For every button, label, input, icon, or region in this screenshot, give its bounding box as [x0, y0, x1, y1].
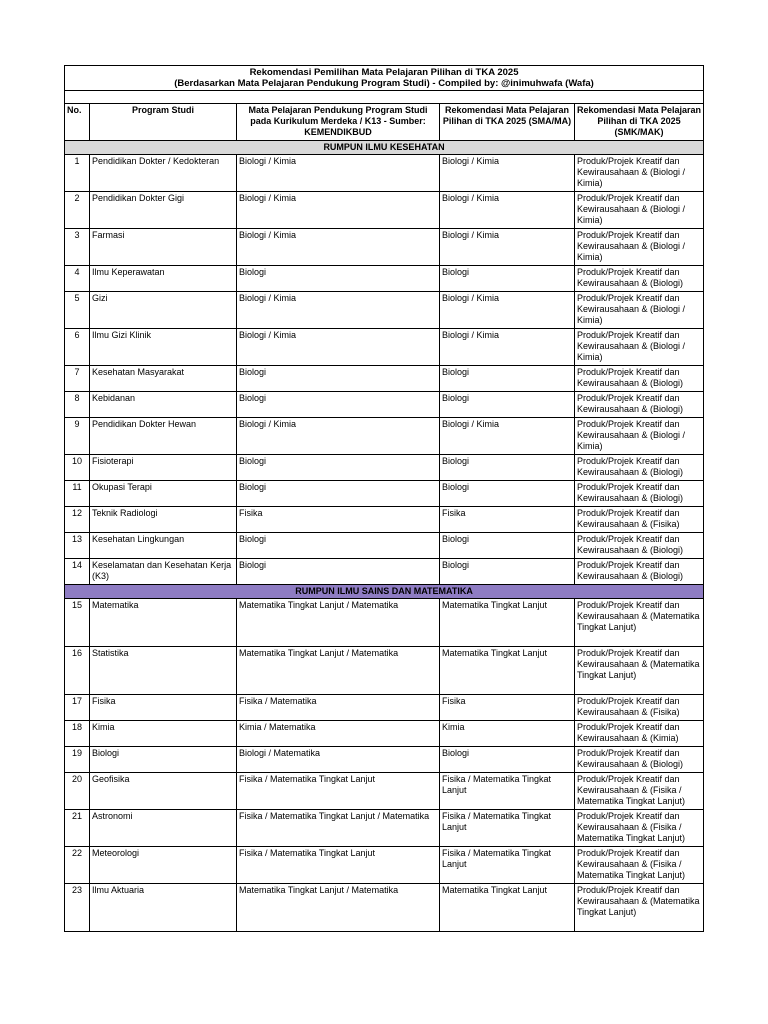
cell-pendukung: Biologi [237, 533, 440, 559]
cell-smk: Produk/Projek Kreatif dan Kewirausahaan & (Biologi) [575, 559, 704, 585]
cell-program: Gizi [90, 292, 237, 329]
cell-smk: Produk/Projek Kreatif dan Kewirausahaan & (Biologi / Kimia) [575, 418, 704, 455]
table-row [65, 773, 704, 810]
table-row [65, 533, 704, 559]
title-row [65, 66, 704, 91]
cell-smk: Produk/Projek Kreatif dan Kewirausahaan & (Biologi / Kimia) [575, 155, 704, 192]
cell-no: 3 [65, 229, 90, 266]
cell-no: 7 [65, 366, 90, 392]
cell-no: 13 [65, 533, 90, 559]
table-row [65, 695, 704, 721]
cell-program: Okupasi Terapi [90, 481, 237, 507]
cell-pendukung: Fisika / Matematika [237, 695, 440, 721]
cell-sma: Biologi [440, 392, 575, 418]
cell-smk: Produk/Projek Kreatif dan Kewirausahaan & (Fisika / Matematika Tingkat Lanjut) [575, 810, 704, 847]
cell-pendukung: Biologi [237, 266, 440, 292]
cell-sma: Biologi / Kimia [440, 292, 575, 329]
table-row [65, 229, 704, 266]
cell-program: Teknik Radiologi [90, 507, 237, 533]
cell-program: Geofisika [90, 773, 237, 810]
header-smk: Rekomendasi Mata Pelajaran Pilihan di TKA 2025 (SMK/MAK) [575, 104, 704, 141]
cell-sma: Biologi / Kimia [440, 329, 575, 366]
cell-pendukung: Biologi / Kimia [237, 292, 440, 329]
cell-sma: Biologi [440, 747, 575, 773]
title-line-1: Rekomendasi Pemilihan Mata Pelajaran Pilihan di TKA 2025 [249, 67, 519, 78]
cell-smk: Produk/Projek Kreatif dan Kewirausahaan & (Biologi / Kimia) [575, 292, 704, 329]
header-pendukung: Mata Pelajaran Pendukung Program Studi pada Kurikulum Merdeka / K13 - Sumber: KEMENDIKBUD [237, 104, 440, 141]
table-row [65, 884, 704, 932]
cell-sma: Biologi [440, 533, 575, 559]
cell-program: Statistika [90, 647, 237, 695]
table-row [65, 559, 704, 585]
section-header [65, 585, 704, 599]
cell-pendukung: Fisika / Matematika Tingkat Lanjut [237, 773, 440, 810]
cell-smk: Produk/Projek Kreatif dan Kewirausahaan & (Biologi) [575, 455, 704, 481]
table-row [65, 847, 704, 884]
cell-sma: Fisika [440, 507, 575, 533]
cell-sma: Fisika / Matematika Tingkat Lanjut [440, 847, 575, 884]
cell-sma: Biologi / Kimia [440, 155, 575, 192]
cell-no: 16 [65, 647, 90, 695]
section-header [65, 141, 704, 155]
cell-smk: Produk/Projek Kreatif dan Kewirausahaan & (Biologi) [575, 366, 704, 392]
cell-no: 1 [65, 155, 90, 192]
cell-pendukung: Biologi / Kimia [237, 229, 440, 266]
cell-program: Fisioterapi [90, 455, 237, 481]
cell-smk: Produk/Projek Kreatif dan Kewirausahaan & (Biologi / Kimia) [575, 329, 704, 366]
cell-program: Astronomi [90, 810, 237, 847]
cell-pendukung: Biologi [237, 366, 440, 392]
title-line-2: (Berdasarkan Mata Pelajaran Pendukung Program Studi) - Compiled by: @inimuhwafa (Wafa) [174, 78, 594, 89]
cell-no: 5 [65, 292, 90, 329]
table-row [65, 599, 704, 647]
table-row [65, 507, 704, 533]
cell-pendukung: Biologi [237, 392, 440, 418]
cell-smk: Produk/Projek Kreatif dan Kewirausahaan & (Biologi / Kimia) [575, 229, 704, 266]
cell-program: Pendidikan Dokter Hewan [90, 418, 237, 455]
table-row [65, 481, 704, 507]
cell-no: 17 [65, 695, 90, 721]
cell-smk: Produk/Projek Kreatif dan Kewirausahaan & (Matematika Tingkat Lanjut) [575, 599, 704, 647]
cell-smk: Produk/Projek Kreatif dan Kewirausahaan & (Matematika Tingkat Lanjut) [575, 647, 704, 695]
cell-sma: Matematika Tingkat Lanjut [440, 647, 575, 695]
cell-sma: Fisika [440, 695, 575, 721]
cell-smk: Produk/Projek Kreatif dan Kewirausahaan & (Biologi / Kimia) [575, 192, 704, 229]
table-row [65, 192, 704, 229]
cell-pendukung: Biologi / Kimia [237, 155, 440, 192]
table-row [65, 810, 704, 847]
cell-no: 14 [65, 559, 90, 585]
cell-smk: Produk/Projek Kreatif dan Kewirausahaan & (Biologi) [575, 266, 704, 292]
cell-no: 8 [65, 392, 90, 418]
cell-program: Meteorologi [90, 847, 237, 884]
cell-program: Ilmu Gizi Klinik [90, 329, 237, 366]
table-row [65, 292, 704, 329]
table-row [65, 392, 704, 418]
cell-pendukung: Biologi / Kimia [237, 192, 440, 229]
cell-pendukung: Matematika Tingkat Lanjut / Matematika [237, 647, 440, 695]
cell-no: 12 [65, 507, 90, 533]
header-sma: Rekomendasi Mata Pelajaran Pilihan di TKA 2025 (SMA/MA) [440, 104, 575, 141]
table-row [65, 266, 704, 292]
cell-no: 23 [65, 884, 90, 932]
cell-program: Kebidanan [90, 392, 237, 418]
cell-program: Biologi [90, 747, 237, 773]
spacer-row [65, 91, 704, 104]
table-row [65, 647, 704, 695]
section-title: RUMPUN ILMU KESEHATAN [65, 141, 704, 155]
cell-no: 19 [65, 747, 90, 773]
cell-no: 10 [65, 455, 90, 481]
cell-pendukung: Fisika / Matematika Tingkat Lanjut / Matematika [237, 810, 440, 847]
cell-program: Ilmu Aktuaria [90, 884, 237, 932]
cell-no: 6 [65, 329, 90, 366]
cell-program: Kesehatan Lingkungan [90, 533, 237, 559]
cell-program: Pendidikan Dokter Gigi [90, 192, 237, 229]
cell-smk: Produk/Projek Kreatif dan Kewirausahaan & (Biologi) [575, 747, 704, 773]
cell-pendukung: Biologi / Kimia [237, 329, 440, 366]
cell-program: Keselamatan dan Kesehatan Kerja (K3) [90, 559, 237, 585]
header-row [65, 104, 704, 141]
cell-smk: Produk/Projek Kreatif dan Kewirausahaan & (Kimia) [575, 721, 704, 747]
cell-smk: Produk/Projek Kreatif dan Kewirausahaan & (Matematika Tingkat Lanjut) [575, 884, 704, 932]
table-row [65, 418, 704, 455]
cell-sma: Biologi [440, 366, 575, 392]
section-title: RUMPUN ILMU SAINS DAN MATEMATIKA [65, 585, 704, 599]
cell-sma: Biologi / Kimia [440, 192, 575, 229]
cell-program: Ilmu Keperawatan [90, 266, 237, 292]
cell-sma: Fisika / Matematika Tingkat Lanjut [440, 773, 575, 810]
header-program: Program Studi [90, 104, 237, 141]
cell-sma: Kimia [440, 721, 575, 747]
cell-no: 11 [65, 481, 90, 507]
cell-sma: Biologi [440, 455, 575, 481]
cell-pendukung: Fisika [237, 507, 440, 533]
cell-no: 9 [65, 418, 90, 455]
cell-pendukung: Biologi / Matematika [237, 747, 440, 773]
cell-sma: Biologi / Kimia [440, 229, 575, 266]
cell-no: 4 [65, 266, 90, 292]
cell-smk: Produk/Projek Kreatif dan Kewirausahaan & (Biologi) [575, 481, 704, 507]
cell-sma: Biologi / Kimia [440, 418, 575, 455]
cell-pendukung: Matematika Tingkat Lanjut / Matematika [237, 599, 440, 647]
cell-pendukung: Fisika / Matematika Tingkat Lanjut [237, 847, 440, 884]
cell-sma: Matematika Tingkat Lanjut [440, 599, 575, 647]
cell-no: 22 [65, 847, 90, 884]
table-row [65, 155, 704, 192]
cell-program: Kimia [90, 721, 237, 747]
cell-pendukung: Kimia / Matematika [237, 721, 440, 747]
document-title [65, 66, 704, 91]
header-no: No. [65, 104, 90, 141]
cell-program: Fisika [90, 695, 237, 721]
cell-pendukung: Biologi [237, 559, 440, 585]
cell-program: Matematika [90, 599, 237, 647]
cell-smk: Produk/Projek Kreatif dan Kewirausahaan & (Fisika / Matematika Tingkat Lanjut) [575, 847, 704, 884]
table-row [65, 747, 704, 773]
cell-no: 21 [65, 810, 90, 847]
cell-sma: Biologi [440, 559, 575, 585]
cell-no: 18 [65, 721, 90, 747]
cell-sma: Biologi [440, 481, 575, 507]
table-row [65, 329, 704, 366]
cell-sma: Fisika / Matematika Tingkat Lanjut [440, 810, 575, 847]
cell-smk: Produk/Projek Kreatif dan Kewirausahaan & (Biologi) [575, 392, 704, 418]
recommendation-table [64, 65, 704, 932]
cell-smk: Produk/Projek Kreatif dan Kewirausahaan & (Fisika) [575, 507, 704, 533]
table-row [65, 366, 704, 392]
cell-program: Kesehatan Masyarakat [90, 366, 237, 392]
cell-smk: Produk/Projek Kreatif dan Kewirausahaan & (Fisika) [575, 695, 704, 721]
cell-program: Pendidikan Dokter / Kedokteran [90, 155, 237, 192]
cell-program: Farmasi [90, 229, 237, 266]
cell-smk: Produk/Projek Kreatif dan Kewirausahaan & (Biologi) [575, 533, 704, 559]
cell-no: 15 [65, 599, 90, 647]
cell-no: 2 [65, 192, 90, 229]
cell-pendukung: Biologi [237, 455, 440, 481]
cell-pendukung: Biologi / Kimia [237, 418, 440, 455]
cell-smk: Produk/Projek Kreatif dan Kewirausahaan & (Fisika / Matematika Tingkat Lanjut) [575, 773, 704, 810]
cell-no: 20 [65, 773, 90, 810]
table-row [65, 455, 704, 481]
cell-pendukung: Matematika Tingkat Lanjut / Matematika [237, 884, 440, 932]
cell-pendukung: Biologi [237, 481, 440, 507]
cell-sma: Matematika Tingkat Lanjut [440, 884, 575, 932]
cell-sma: Biologi [440, 266, 575, 292]
table-row [65, 721, 704, 747]
